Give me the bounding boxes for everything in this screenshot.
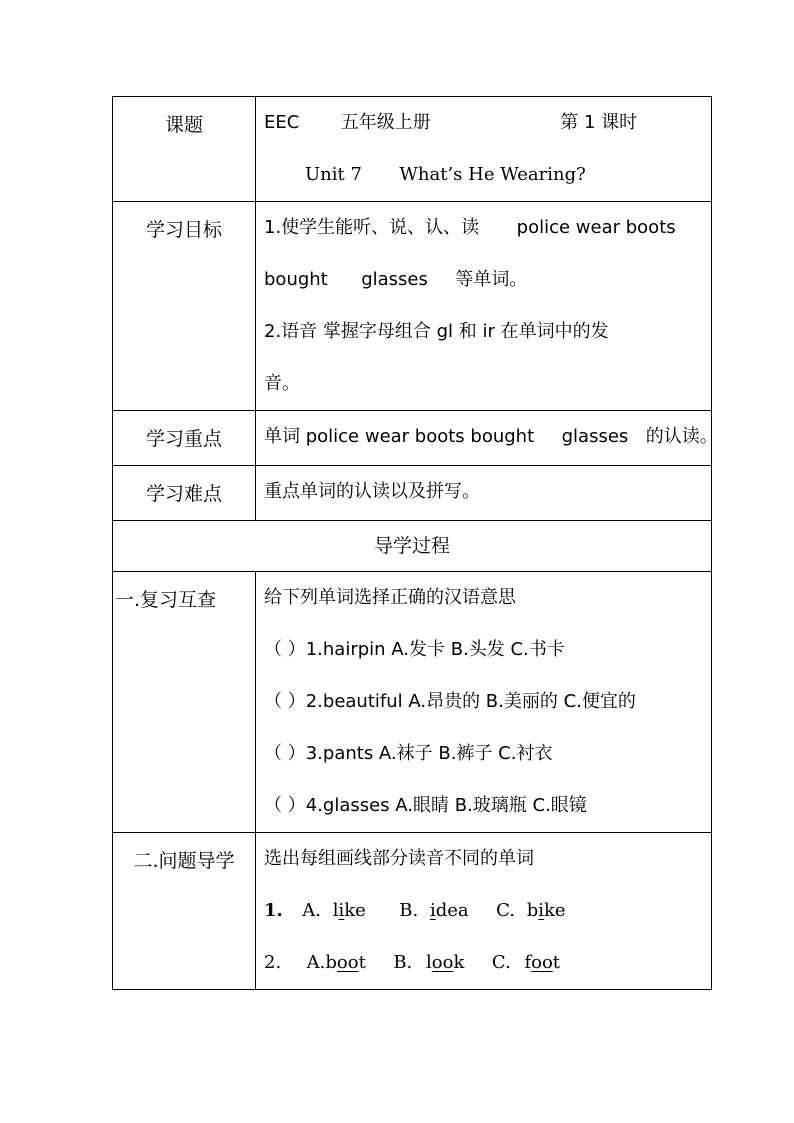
row-topic <box>113 97 712 202</box>
underlined-letters: i <box>429 900 436 921</box>
option-word <box>325 952 365 973</box>
objective-word-bought: bought <box>264 269 328 290</box>
question-1 <box>264 885 711 937</box>
underlined-letters: oo <box>531 952 553 973</box>
row-process <box>113 521 712 572</box>
option-label: C. <box>496 900 515 921</box>
course-name: EEC <box>264 112 300 133</box>
objective-words-suffix: 等单词。 <box>455 269 528 290</box>
question-2-number: 2. <box>264 952 282 973</box>
key-points-glasses: glasses <box>561 426 629 447</box>
objectives-label: 学习目标 <box>113 202 256 411</box>
option-label: B. <box>399 900 419 921</box>
objective-2-cont: 音。 <box>264 373 300 394</box>
option-word <box>527 900 566 921</box>
questions-label: 二.问题导学 <box>113 833 256 990</box>
review-label: 一.复习互查 <box>113 572 256 833</box>
underlined-letters: oo <box>431 952 454 973</box>
grade-text: 五年级上册 <box>340 112 431 133</box>
word-part: l <box>332 900 339 921</box>
difficulties-label: 学习难点 <box>113 466 256 521</box>
objective-2-text: 2.语音 掌握字母组合 gl 和 ir 在单词中的发 <box>264 321 609 342</box>
row-key-points <box>113 411 712 466</box>
word-part: ke <box>344 900 366 921</box>
review-item: （ ）1.hairpin A.发卡 B.头发 C.书卡 <box>264 639 565 660</box>
option-label: A. <box>302 900 321 921</box>
option-label: A. <box>306 952 326 973</box>
difficulties-text: 重点单词的认读以及拼写。 <box>264 481 480 502</box>
word-part: f <box>524 952 532 973</box>
review-content <box>256 572 712 833</box>
row-questions <box>113 833 712 990</box>
lesson-number: 第 1 课时 <box>560 112 638 133</box>
key-points-content <box>256 411 718 466</box>
objectives-content <box>256 202 712 411</box>
process-heading: 导学过程 <box>113 521 712 572</box>
review-instruction: 给下列单词选择正确的汉语意思 <box>264 587 516 608</box>
questions-content <box>256 833 712 990</box>
review-item: （ ）4.glasses A.眼睛 B.玻璃瓶 C.眼镜 <box>264 795 587 816</box>
word-part: t <box>552 952 561 973</box>
key-points-suffix: 的认读。 <box>645 426 718 447</box>
underlined-letters: i <box>338 900 345 921</box>
question-1-number: 1. <box>264 900 283 921</box>
word-part: dea <box>435 900 469 921</box>
option-label: C. <box>491 952 511 973</box>
option-word <box>524 952 560 973</box>
word-part: ke <box>544 900 566 921</box>
option-label: B. <box>393 952 413 973</box>
key-points-words: 单词 police wear boots bought <box>264 426 535 447</box>
option-word <box>430 900 469 921</box>
lesson-plan-table <box>112 96 718 990</box>
word-part: b <box>526 900 539 921</box>
underlined-letters: i <box>538 900 545 921</box>
objective-1-text: 1.使学生能听、说、认、读 <box>264 217 480 238</box>
review-item: （ ）2.beautiful A.昂贵的 B.美丽的 C.便宜的 <box>264 691 636 712</box>
key-points-label: 学习重点 <box>113 411 256 466</box>
unit-title: What’s He Wearing? <box>399 164 586 185</box>
word-part: b <box>325 952 337 973</box>
underlined-letters: oo <box>336 952 359 973</box>
option-word <box>333 900 366 921</box>
word-part: t <box>358 952 366 973</box>
unit-number: Unit 7 <box>305 164 362 185</box>
row-difficulties <box>113 466 712 521</box>
row-objectives <box>113 202 712 411</box>
word-part: k <box>453 952 465 973</box>
question-2 <box>264 937 711 989</box>
difficulties-content <box>256 466 712 521</box>
review-item: （ ）3.pants A.袜子 B.裤子 C.衬衣 <box>264 743 553 764</box>
topic-label: 课题 <box>113 97 256 202</box>
word-part: l <box>426 952 432 973</box>
row-review <box>113 572 712 833</box>
option-word <box>426 952 464 973</box>
topic-content <box>256 97 712 202</box>
objective-1-words: police wear boots <box>516 217 676 238</box>
objective-word-glasses: glasses <box>361 269 428 290</box>
questions-instruction: 选出每组画线部分读音不同的单词 <box>264 848 534 869</box>
